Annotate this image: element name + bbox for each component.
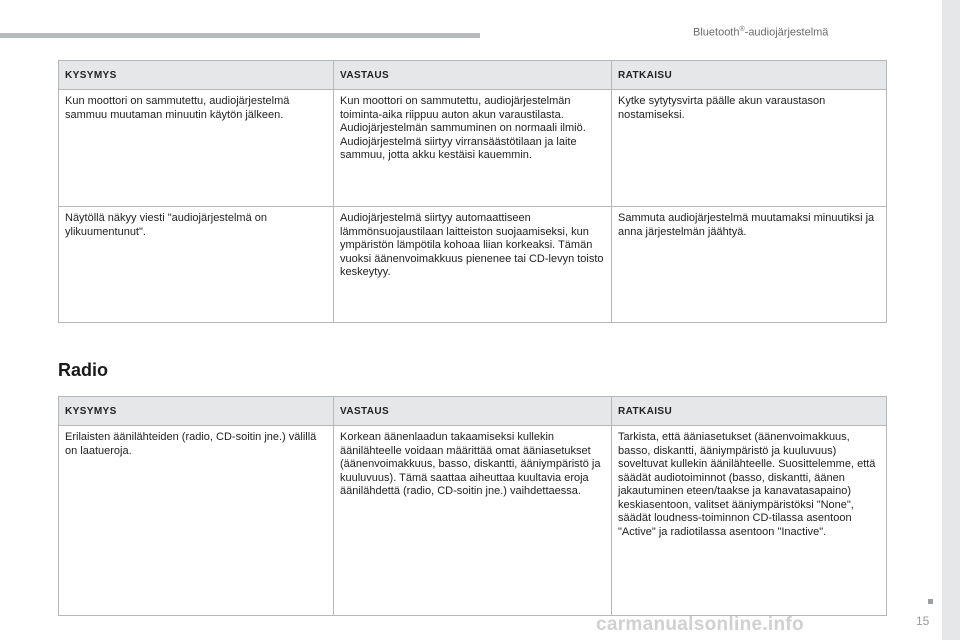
watermark: carmanualsonline.info (596, 614, 804, 635)
question-cell: Näytöllä näkyy viesti "audiojärjestelmä on ylikuumentunut". (59, 207, 334, 323)
page-number: 15 (916, 614, 930, 628)
table-header-row (59, 397, 887, 426)
table-header-row (59, 61, 887, 90)
page-marker (928, 599, 933, 604)
column-header-question: KYSYMYS (59, 397, 334, 426)
faq-table-radio (58, 396, 887, 616)
table-row (59, 90, 887, 207)
column-header-question: KYSYMYS (59, 61, 334, 90)
answer-cell: Korkean äänenlaadun takaamiseksi kullekin äänilähteelle voidaan määrittää omat ääniasetukset (äänenvoimakkuus, basso, diskantti, ääniympäristö ja kuuluvuus). Tämä saattaa aiheuttaa kuultavia eroja äänilähdettä (radio, CD-soitin jne.) vaihdettaessa. (334, 426, 612, 616)
answer-cell: Kun moottori on sammutettu, audiojärjestelmän toiminta-aika riippuu auton akun varaustilasta. Audiojärjestelmän sammuminen on normaali ilmiö. Audiojärjestelmä siirtyy virransäästötilaan ja laite sammuu, jotta akku kestäisi kauemmin. (334, 90, 612, 207)
question-cell: Erilaisten äänilähteiden (radio, CD-soitin jne.) välillä on laatueroja. (59, 426, 334, 616)
section-title-radio: Radio (58, 360, 109, 380)
table-row (59, 207, 887, 323)
faq-table-audio (58, 60, 887, 323)
page-header-title: Bluetooth®-audiojärjestelmä (693, 26, 829, 39)
solution-cell: Sammuta audiojärjestelmä muutamaksi minuutiksi ja anna järjestelmän jäähtyä. (612, 207, 887, 323)
column-header-answer: VASTAUS (334, 61, 612, 90)
column-header-solution: RATKAISU (612, 61, 887, 90)
solution-cell: Kytke sytytysvirta päälle akun varaustason nostamiseksi. (612, 90, 887, 207)
page-side-strip (942, 0, 960, 640)
column-header-solution: RATKAISU (612, 397, 887, 426)
solution-cell: Tarkista, että ääniasetukset (äänenvoimakkuus, basso, diskantti, ääniympäristö ja kuuluvuus) soveltuvat kullekin äänilähteelle. Suosittelemme, että säädät audiotoiminnot (basso, diskantti, äänen jakautuminen eteen/taakse ja kanavatasapaino) keskiasentoon, valitset ääniympäristöksi "None", säädät loudness-toiminnon CD-tilassa asentoon "Active" ja radiotilassa asentoon "Inactive". (612, 426, 887, 616)
header-rule (0, 33, 480, 38)
column-header-answer: VASTAUS (334, 397, 612, 426)
answer-cell: Audiojärjestelmä siirtyy automaattiseen lämmönsuojaustilaan laitteiston suojaamiseksi, kun ympäristön lämpötila kohoaa liian korkeaksi. Tämän vuoksi äänenvoimakkuus pienenee tai CD-levyn toisto keskeytyy. (334, 207, 612, 323)
table-row (59, 426, 887, 616)
question-cell: Kun moottori on sammutettu, audiojärjestelmä sammuu muutaman minuutin käytön jälkeen. (59, 90, 334, 207)
